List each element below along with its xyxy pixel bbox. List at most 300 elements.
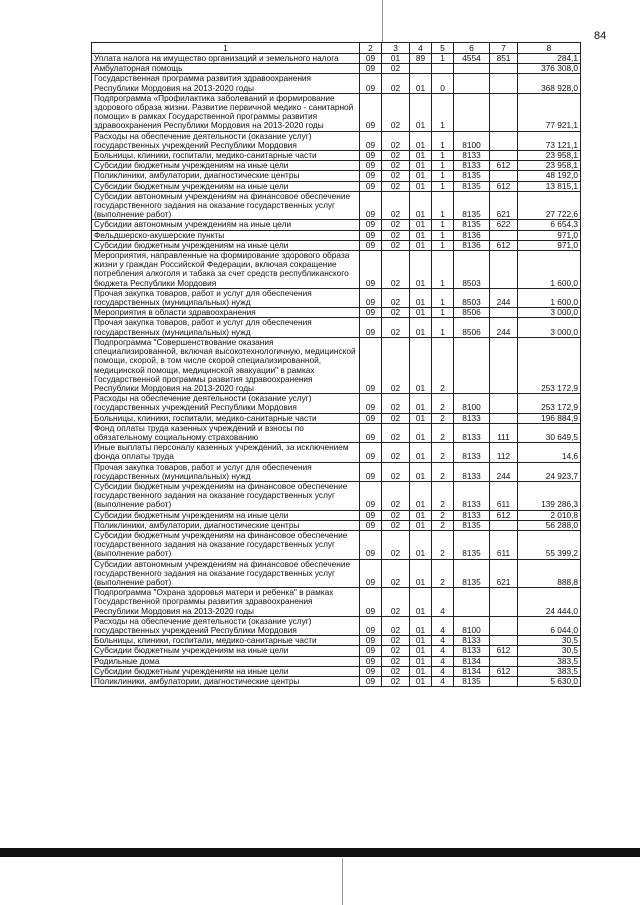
row-subsection-cell: 02: [382, 220, 410, 230]
table-row: [92, 191, 581, 220]
row-subprogram-cell: 1: [432, 191, 454, 220]
row-subprogram-cell: 1: [432, 151, 454, 161]
header-cell: 6: [454, 43, 490, 54]
row-type-cell: [490, 413, 518, 423]
row-name-cell: Расходы на обеспечение деятельности (оказание услуг) государственных учреждений Республики Мордовия: [92, 131, 360, 150]
row-section-cell: 09: [360, 161, 382, 171]
row-section-cell: 09: [360, 337, 382, 393]
row-subsection-cell: 02: [382, 131, 410, 150]
row-subsection-cell: 02: [382, 636, 410, 646]
row-subsection-cell: 02: [382, 181, 410, 191]
row-amount-cell: 30,5: [518, 636, 581, 646]
row-section-cell: 09: [360, 93, 382, 131]
row-amount-cell: 1 600,0: [518, 288, 581, 307]
row-amount-cell: 971,0: [518, 230, 581, 240]
row-subprogram-cell: 4: [432, 616, 454, 635]
row-subprogram-cell: 1: [432, 181, 454, 191]
row-section-cell: 09: [360, 666, 382, 676]
row-name-cell: Субсидии бюджетным учреждениям на иные цели: [92, 666, 360, 676]
row-type-cell: [490, 131, 518, 150]
row-subprogram-cell: 1: [432, 288, 454, 307]
row-name-cell: Амбулаторная помощь: [92, 64, 360, 74]
row-type-cell: 612: [490, 646, 518, 656]
table-row: [92, 54, 581, 64]
row-section-cell: 09: [360, 230, 382, 240]
row-subsection-cell: 02: [382, 510, 410, 520]
row-subprogram-cell: 1: [432, 251, 454, 289]
row-program-cell: 01: [410, 520, 432, 530]
row-section-cell: 09: [360, 64, 382, 74]
row-subsection-cell: 02: [382, 443, 410, 462]
row-subsection-cell: 02: [382, 318, 410, 337]
row-target-cell: 8135: [454, 220, 490, 230]
row-name-cell: Субсидии автономным учреждениям на финансовое обеспечение государственного задания на оказание государственных услуг (выполнение работ): [92, 191, 360, 220]
row-subprogram-cell: 1: [432, 220, 454, 230]
row-target-cell: 8133: [454, 636, 490, 646]
row-section-cell: 09: [360, 54, 382, 64]
row-name-cell: Субсидии бюджетным учреждениям на финансовое обеспечение государственного задания на оказание государственных услуг (выполнение работ): [92, 530, 360, 559]
table-row: [92, 481, 581, 510]
row-program-cell: 01: [410, 646, 432, 656]
row-program-cell: [410, 64, 432, 74]
row-name-cell: Субсидии бюджетным учреждениям на иные цели: [92, 510, 360, 520]
row-subsection-cell: 02: [382, 559, 410, 588]
table-row: [92, 288, 581, 307]
row-target-cell: 4554: [454, 54, 490, 64]
row-name-cell: Субсидии бюджетным учреждениям на иные цели: [92, 240, 360, 250]
row-amount-cell: 376 308,0: [518, 64, 581, 74]
row-amount-cell: 3 000,0: [518, 318, 581, 337]
row-program-cell: 01: [410, 288, 432, 307]
row-subsection-cell: 02: [382, 308, 410, 318]
row-subprogram-cell: 0: [432, 74, 454, 93]
row-subsection-cell: 02: [382, 74, 410, 93]
row-section-cell: 09: [360, 288, 382, 307]
row-subprogram-cell: 1: [432, 131, 454, 150]
budget-table: [91, 42, 581, 687]
row-name-cell: Подпрограмма "Совершенствование оказания специализированной, включая высокотехнологичную, медицинской помощи, скорой, в том числе скорой специализированной, медицинской помощи, медицинской эвакуации" в рамках Государственной программы развития здравоохранения Республики Мордовия на 2013-2020 годы: [92, 337, 360, 393]
row-target-cell: 8134: [454, 666, 490, 676]
row-type-cell: [490, 656, 518, 666]
row-name-cell: Прочая закупка товаров, работ и услуг для обеспечения государственных (муниципальных) нужд: [92, 462, 360, 481]
row-type-cell: 612: [490, 510, 518, 520]
row-target-cell: [454, 588, 490, 617]
row-program-cell: 89: [410, 54, 432, 64]
row-subsection-cell: 02: [382, 251, 410, 289]
row-type-cell: 621: [490, 191, 518, 220]
row-section-cell: 09: [360, 423, 382, 442]
row-amount-cell: 14,6: [518, 443, 581, 462]
row-subsection-cell: 02: [382, 646, 410, 656]
row-subsection-cell: 02: [382, 191, 410, 220]
table-row: [92, 559, 581, 588]
row-name-cell: Субсидии бюджетным учреждениям на иные цели: [92, 181, 360, 191]
row-type-cell: 244: [490, 462, 518, 481]
row-amount-cell: 23 958,1: [518, 151, 581, 161]
table-row: [92, 394, 581, 413]
row-section-cell: 09: [360, 251, 382, 289]
row-program-cell: 01: [410, 181, 432, 191]
row-section-cell: 09: [360, 559, 382, 588]
row-name-cell: Прочая закупка товаров, работ и услуг для обеспечения государственных (муниципальных) нужд: [92, 318, 360, 337]
row-section-cell: 09: [360, 308, 382, 318]
row-subprogram-cell: 1: [432, 171, 454, 181]
row-section-cell: 09: [360, 520, 382, 530]
row-subprogram-cell: 2: [432, 481, 454, 510]
row-amount-cell: 55 399,2: [518, 530, 581, 559]
row-type-cell: [490, 251, 518, 289]
row-section-cell: 09: [360, 656, 382, 666]
row-program-cell: 01: [410, 74, 432, 93]
row-section-cell: 09: [360, 636, 382, 646]
row-subprogram-cell: 4: [432, 677, 454, 687]
row-program-cell: 01: [410, 318, 432, 337]
row-name-cell: Подпрограмма "Охрана здоровья матери и ребенка" в рамках Государственной программы развития здравоохранения Республики Мордовия на 2013-2020 годы: [92, 588, 360, 617]
row-name-cell: Расходы на обеспечение деятельности (оказание услуг) государственных учреждений Республики Мордовия: [92, 616, 360, 635]
row-name-cell: Поликлиники, амбулатории, диагностические центры: [92, 677, 360, 687]
row-program-cell: 01: [410, 656, 432, 666]
row-type-cell: [490, 171, 518, 181]
row-program-cell: 01: [410, 308, 432, 318]
row-target-cell: 8503: [454, 288, 490, 307]
row-program-cell: 01: [410, 666, 432, 676]
row-section-cell: 09: [360, 131, 382, 150]
row-type-cell: 111: [490, 423, 518, 442]
row-program-cell: 01: [410, 636, 432, 646]
table-row: [92, 520, 581, 530]
row-subprogram-cell: 1: [432, 308, 454, 318]
row-subprogram-cell: 2: [432, 462, 454, 481]
row-amount-cell: 73 121,1: [518, 131, 581, 150]
header-cell: 4: [410, 43, 432, 54]
row-target-cell: 8133: [454, 151, 490, 161]
row-amount-cell: 383,5: [518, 656, 581, 666]
header-cell: 3: [382, 43, 410, 54]
row-section-cell: 09: [360, 616, 382, 635]
table-row: [92, 443, 581, 462]
row-subprogram-cell: 4: [432, 666, 454, 676]
row-type-cell: [490, 230, 518, 240]
row-amount-cell: 6 044,0: [518, 616, 581, 635]
header-cell: 5: [432, 43, 454, 54]
table-row: [92, 181, 581, 191]
row-target-cell: 8100: [454, 616, 490, 635]
row-amount-cell: 30,5: [518, 646, 581, 656]
row-target-cell: [454, 93, 490, 131]
row-amount-cell: 2 010,8: [518, 510, 581, 520]
table-row: [92, 677, 581, 687]
table-row: [92, 636, 581, 646]
row-type-cell: 621: [490, 559, 518, 588]
table-row: [92, 616, 581, 635]
row-target-cell: 8135: [454, 191, 490, 220]
row-type-cell: [490, 308, 518, 318]
row-section-cell: 09: [360, 220, 382, 230]
row-program-cell: 01: [410, 151, 432, 161]
table-row: [92, 308, 581, 318]
row-name-cell: Мероприятия в области здравоохранения: [92, 308, 360, 318]
row-subprogram-cell: 4: [432, 636, 454, 646]
row-program-cell: 01: [410, 588, 432, 617]
row-amount-cell: 1 600,0: [518, 251, 581, 289]
header-cell: 1: [92, 43, 360, 54]
table-row: [92, 530, 581, 559]
row-target-cell: 8133: [454, 646, 490, 656]
row-target-cell: 8100: [454, 394, 490, 413]
row-subprogram-cell: 2: [432, 423, 454, 442]
row-name-cell: Родильные дома: [92, 656, 360, 666]
row-subsection-cell: 02: [382, 394, 410, 413]
row-section-cell: 09: [360, 677, 382, 687]
row-section-cell: 09: [360, 191, 382, 220]
table-row: [92, 230, 581, 240]
table-row: [92, 240, 581, 250]
row-subprogram-cell: 2: [432, 413, 454, 423]
row-amount-cell: 3 000,0: [518, 308, 581, 318]
row-type-cell: 851: [490, 54, 518, 64]
table-row: [92, 510, 581, 520]
row-type-cell: [490, 616, 518, 635]
table-row: [92, 318, 581, 337]
row-program-cell: 01: [410, 131, 432, 150]
row-subsection-cell: 02: [382, 423, 410, 442]
row-subsection-cell: 02: [382, 530, 410, 559]
scan-edge-bar: [0, 848, 640, 857]
row-program-cell: 01: [410, 510, 432, 520]
scan-artifact-line: [342, 858, 343, 905]
scan-artifact-line: [382, 0, 383, 42]
row-amount-cell: 253 172,9: [518, 394, 581, 413]
row-name-cell: Фельдшерско-акушерские пункты: [92, 230, 360, 240]
row-type-cell: 612: [490, 240, 518, 250]
row-section-cell: 09: [360, 171, 382, 181]
row-subprogram-cell: 2: [432, 559, 454, 588]
row-type-cell: 612: [490, 666, 518, 676]
row-subsection-cell: 02: [382, 481, 410, 510]
row-target-cell: 8100: [454, 131, 490, 150]
row-name-cell: Поликлиники, амбулатории, диагностические центры: [92, 171, 360, 181]
row-subsection-cell: 02: [382, 656, 410, 666]
row-amount-cell: 27 722,6: [518, 191, 581, 220]
row-type-cell: 611: [490, 481, 518, 510]
row-type-cell: 244: [490, 318, 518, 337]
table-header-row: [92, 43, 581, 54]
row-name-cell: Иные выплаты персоналу казенных учреждений, за исключением фонда оплаты труда: [92, 443, 360, 462]
row-amount-cell: 253 172,9: [518, 337, 581, 393]
row-type-cell: 244: [490, 288, 518, 307]
row-program-cell: 01: [410, 530, 432, 559]
row-subprogram-cell: 2: [432, 520, 454, 530]
row-target-cell: 8135: [454, 181, 490, 191]
row-target-cell: 8135: [454, 677, 490, 687]
row-amount-cell: 24 444,0: [518, 588, 581, 617]
row-program-cell: 01: [410, 394, 432, 413]
row-subsection-cell: 02: [382, 230, 410, 240]
row-amount-cell: 888,8: [518, 559, 581, 588]
table-row: [92, 171, 581, 181]
row-amount-cell: 6 654,3: [518, 220, 581, 230]
row-subsection-cell: 02: [382, 337, 410, 393]
row-subsection-cell: 02: [382, 520, 410, 530]
row-subsection-cell: 02: [382, 161, 410, 171]
table-row: [92, 423, 581, 442]
row-subprogram-cell: 4: [432, 646, 454, 656]
row-amount-cell: 5 630,0: [518, 677, 581, 687]
row-program-cell: 01: [410, 93, 432, 131]
table-row: [92, 151, 581, 161]
row-name-cell: Субсидии автономным учреждениям на финансовое обеспечение государственного задания на оказание государственных услуг (выполнение работ): [92, 559, 360, 588]
row-program-cell: 01: [410, 462, 432, 481]
row-amount-cell: 284,1: [518, 54, 581, 64]
table-row: [92, 666, 581, 676]
row-type-cell: [490, 677, 518, 687]
table-row: [92, 413, 581, 423]
table-row: [92, 131, 581, 150]
row-subsection-cell: 02: [382, 588, 410, 617]
row-type-cell: [490, 337, 518, 393]
table-row: [92, 74, 581, 93]
row-program-cell: 01: [410, 677, 432, 687]
row-subprogram-cell: 2: [432, 510, 454, 520]
row-name-cell: Фонд оплаты труда казенных учреждений и взносы по обязательному социальному страхованию: [92, 423, 360, 442]
row-subprogram-cell: 2: [432, 394, 454, 413]
row-target-cell: 8133: [454, 510, 490, 520]
row-target-cell: 8133: [454, 423, 490, 442]
row-type-cell: 611: [490, 530, 518, 559]
row-program-cell: 01: [410, 337, 432, 393]
row-type-cell: [490, 588, 518, 617]
row-name-cell: Субсидии бюджетным учреждениям на иные цели: [92, 646, 360, 656]
row-target-cell: 8503: [454, 251, 490, 289]
row-section-cell: 09: [360, 530, 382, 559]
row-subsection-cell: 02: [382, 616, 410, 635]
row-subprogram-cell: 1: [432, 318, 454, 337]
row-subsection-cell: 01: [382, 54, 410, 64]
row-subprogram-cell: 1: [432, 230, 454, 240]
row-program-cell: 01: [410, 423, 432, 442]
row-name-cell: Субсидии автономным учреждениям на иные цели: [92, 220, 360, 230]
row-target-cell: 8133: [454, 413, 490, 423]
row-section-cell: 09: [360, 443, 382, 462]
row-target-cell: [454, 74, 490, 93]
row-target-cell: [454, 64, 490, 74]
row-type-cell: [490, 74, 518, 93]
row-target-cell: 8133: [454, 462, 490, 481]
row-subprogram-cell: 1: [432, 54, 454, 64]
table-row: [92, 93, 581, 131]
row-program-cell: 01: [410, 559, 432, 588]
row-subsection-cell: 02: [382, 677, 410, 687]
row-amount-cell: 196 884,9: [518, 413, 581, 423]
row-target-cell: 8133: [454, 481, 490, 510]
table-row: [92, 220, 581, 230]
row-subsection-cell: 02: [382, 151, 410, 161]
row-type-cell: 112: [490, 443, 518, 462]
row-name-cell: Субсидии бюджетным учреждениям на финансовое обеспечение государственного задания на оказание государственных услуг (выполнение работ): [92, 481, 360, 510]
row-type-cell: [490, 636, 518, 646]
row-name-cell: Государственная программа развития здравоохранения Республики Мордовия на 2013-2020 годы: [92, 74, 360, 93]
table-body: [92, 54, 581, 687]
row-subprogram-cell: 4: [432, 588, 454, 617]
row-target-cell: 8133: [454, 443, 490, 462]
row-subprogram-cell: [432, 64, 454, 74]
row-target-cell: 8136: [454, 230, 490, 240]
row-name-cell: Больницы, клиники, госпитали, медико-санитарные части: [92, 151, 360, 161]
row-subsection-cell: 02: [382, 413, 410, 423]
row-subsection-cell: 02: [382, 240, 410, 250]
row-section-cell: 09: [360, 318, 382, 337]
row-name-cell: Больницы, клиники, госпитали, медико-санитарные части: [92, 413, 360, 423]
row-program-cell: 01: [410, 161, 432, 171]
row-section-cell: 09: [360, 181, 382, 191]
row-program-cell: 01: [410, 230, 432, 240]
row-amount-cell: 383,5: [518, 666, 581, 676]
row-type-cell: [490, 394, 518, 413]
row-type-cell: 622: [490, 220, 518, 230]
row-section-cell: 09: [360, 151, 382, 161]
row-amount-cell: 368 928,0: [518, 74, 581, 93]
row-name-cell: Больницы, клиники, госпитали, медико-санитарные части: [92, 636, 360, 646]
header-cell: 8: [518, 43, 581, 54]
row-type-cell: 612: [490, 161, 518, 171]
row-section-cell: 09: [360, 462, 382, 481]
row-type-cell: 612: [490, 181, 518, 191]
row-type-cell: [490, 64, 518, 74]
row-target-cell: 8135: [454, 530, 490, 559]
table-row: [92, 161, 581, 171]
row-section-cell: 09: [360, 588, 382, 617]
row-program-cell: 01: [410, 191, 432, 220]
table-row: [92, 588, 581, 617]
row-amount-cell: 139 286,3: [518, 481, 581, 510]
table-row: [92, 462, 581, 481]
row-name-cell: Подпрограмма «Профилактика заболеваний и формирование здорового образа жизни. Развитие первичной медико - санитарной помощи» в рамках Государственной программы развития здравоохранения Республики Мордовия на 2013-2020 годы: [92, 93, 360, 131]
row-section-cell: 09: [360, 394, 382, 413]
row-program-cell: 01: [410, 171, 432, 181]
row-type-cell: [490, 151, 518, 161]
row-subprogram-cell: 1: [432, 240, 454, 250]
row-target-cell: 8506: [454, 318, 490, 337]
row-section-cell: 09: [360, 413, 382, 423]
row-program-cell: 01: [410, 616, 432, 635]
row-amount-cell: 24 923,7: [518, 462, 581, 481]
header-cell: 2: [360, 43, 382, 54]
row-name-cell: Прочая закупка товаров, работ и услуг для обеспечения государственных (муниципальных) нужд: [92, 288, 360, 307]
row-target-cell: 8136: [454, 240, 490, 250]
row-subprogram-cell: 2: [432, 443, 454, 462]
row-section-cell: 09: [360, 481, 382, 510]
row-subprogram-cell: 1: [432, 93, 454, 131]
table-row: [92, 251, 581, 289]
row-subsection-cell: 02: [382, 666, 410, 676]
row-name-cell: Субсидии бюджетным учреждениям на иные цели: [92, 161, 360, 171]
row-name-cell: Расходы на обеспечение деятельности (оказание услуг) государственных учреждений Республики Мордовия: [92, 394, 360, 413]
row-subprogram-cell: 2: [432, 530, 454, 559]
row-amount-cell: 30 649,5: [518, 423, 581, 442]
page-number: 84: [594, 30, 607, 42]
row-amount-cell: 971,0: [518, 240, 581, 250]
row-program-cell: 01: [410, 413, 432, 423]
row-name-cell: Уплата налога на имущество организаций и земельного налога: [92, 54, 360, 64]
table-row: [92, 64, 581, 74]
row-program-cell: 01: [410, 220, 432, 230]
row-program-cell: 01: [410, 251, 432, 289]
row-section-cell: 09: [360, 646, 382, 656]
row-subsection-cell: 02: [382, 288, 410, 307]
row-name-cell: Поликлиники, амбулатории, диагностические центры: [92, 520, 360, 530]
row-target-cell: 8135: [454, 171, 490, 181]
row-subprogram-cell: 2: [432, 337, 454, 393]
